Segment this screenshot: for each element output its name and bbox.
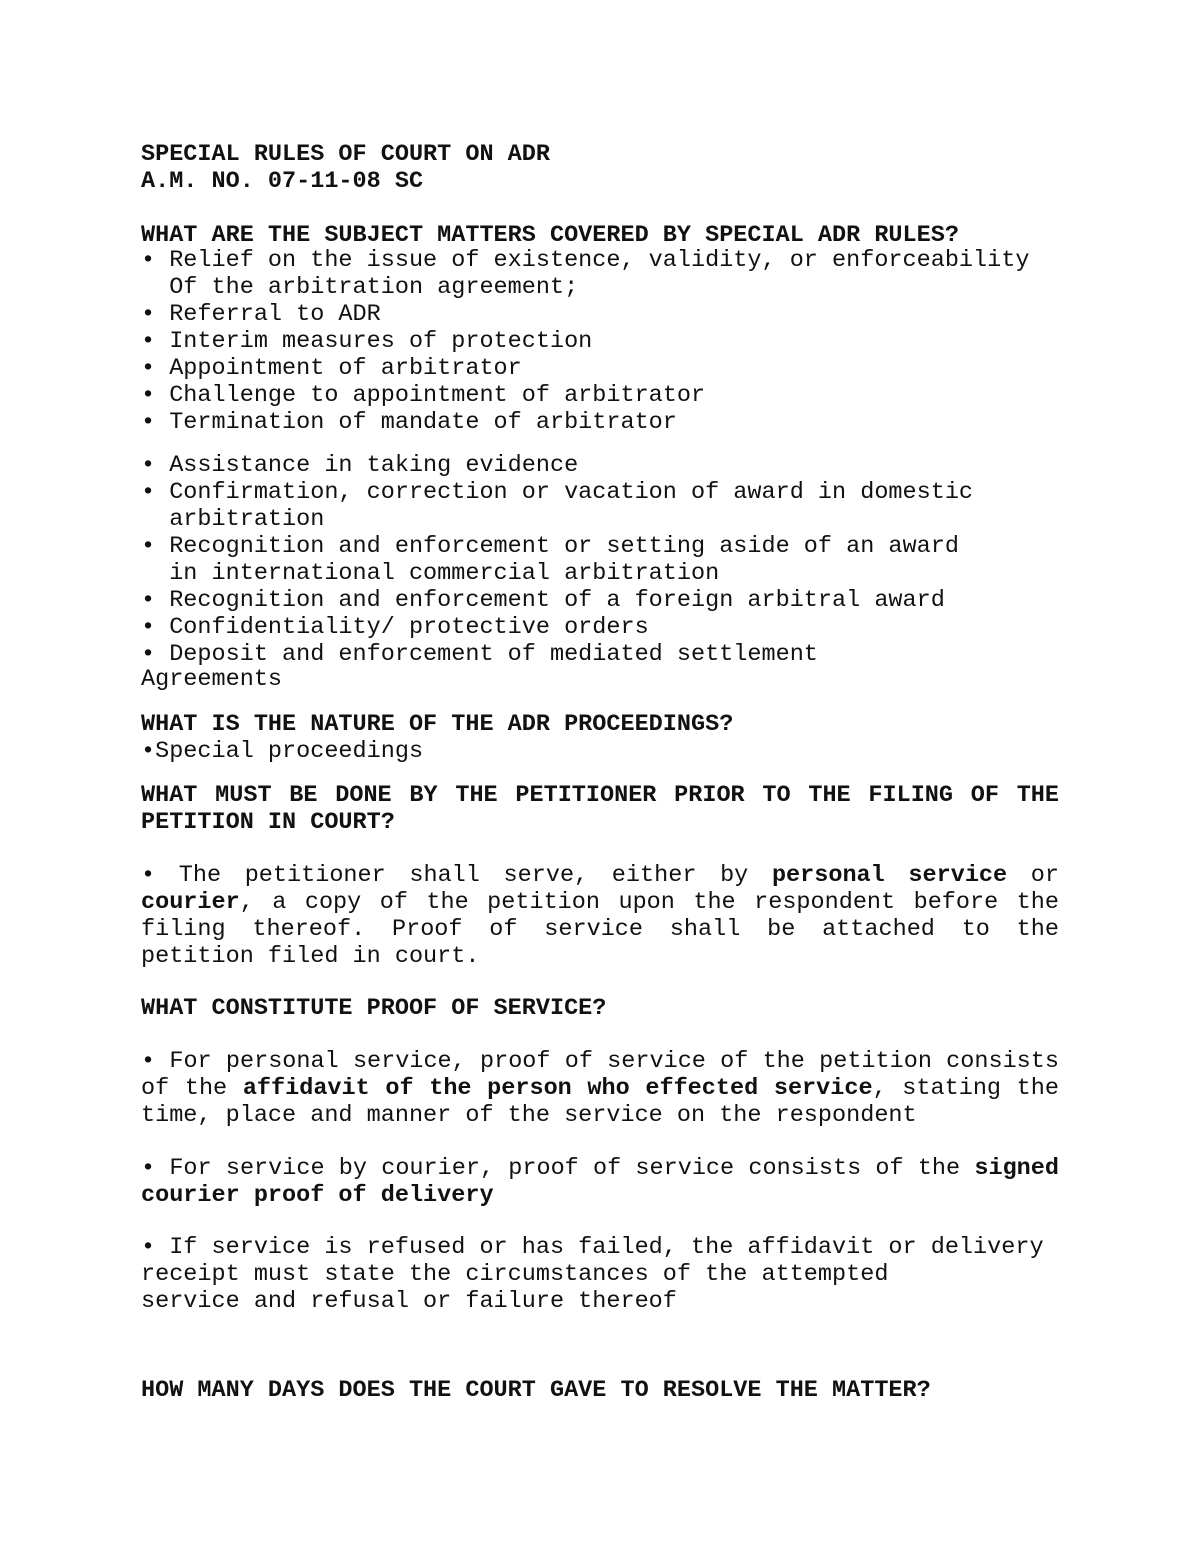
list-item: • Recognition and enforcement or setting aside of an award <box>141 533 959 560</box>
emphasis-courier: courier <box>141 889 240 916</box>
answer-refused-paragraph-line: receipt must state the circumstances of the attempted <box>141 1261 889 1288</box>
list-item-continuation: arbitration <box>141 506 325 533</box>
paragraph-line <box>141 1155 1059 1182</box>
emphasis-personal-service: personal service <box>771 862 1008 889</box>
paragraph-line <box>141 889 1059 916</box>
list-item: • Appointment of arbitrator <box>141 355 522 382</box>
list-item: • Confidentiality/ protective orders <box>141 614 649 641</box>
text-span: • The petitioner shall serve, either by <box>141 862 749 889</box>
document-reference-number: A.M. NO. 07-11-08 SC <box>141 168 424 195</box>
answer-petitioner-paragraph <box>141 862 1059 970</box>
question-proof-of-service-heading: WHAT CONSTITUTE PROOF OF SERVICE? <box>141 995 607 1022</box>
paragraph-line: petition filed in court. <box>141 943 480 970</box>
emphasis-signed: signed <box>974 1155 1059 1182</box>
heading-line: PETITION IN COURT? <box>141 809 395 836</box>
list-item-continuation: in international commercial arbitration <box>141 560 720 587</box>
answer-refused-paragraph-line: • If service is refused or has failed, the affidavit or delivery <box>141 1234 1044 1261</box>
list-item: • Relief on the issue of existence, validity, or enforceability <box>141 247 1030 274</box>
text-span: or <box>1030 862 1059 889</box>
text-span: of the <box>141 1075 228 1102</box>
answer-personal-service-paragraph <box>141 1048 1059 1129</box>
question-subject-matters-heading: WHAT ARE THE SUBJECT MATTERS COVERED BY SPECIAL ADR RULES? <box>141 222 959 249</box>
list-item: • Deposit and enforcement of mediated settlement <box>141 641 818 668</box>
emphasis-affidavit: affidavit of the person who effected service <box>242 1075 873 1102</box>
list-item: • Recognition and enforcement of a foreign arbitral award <box>141 587 945 614</box>
text-span: • For service by courier, proof of service consists of the <box>141 1155 961 1182</box>
list-item: • Assistance in taking evidence <box>141 452 579 479</box>
document-title: SPECIAL RULES OF COURT ON ADR <box>141 141 550 168</box>
question-petitioner-heading <box>141 782 1059 836</box>
question-days-heading: HOW MANY DAYS DOES THE COURT GAVE TO RESOLVE THE MATTER? <box>141 1377 931 1404</box>
list-item: • Interim measures of protection <box>141 328 593 355</box>
answer-refused-paragraph-line: service and refusal or failure thereof <box>141 1288 677 1315</box>
paragraph-line: filing thereof. Proof of service shall be attached to the <box>141 916 1059 943</box>
text-span: , a copy of the petition upon the respondent before the <box>239 889 1059 916</box>
paragraph-line: courier proof of delivery <box>141 1182 494 1209</box>
answer-nature: •Special proceedings <box>141 738 424 765</box>
list-item-continuation: Agreements <box>141 666 283 693</box>
question-nature-heading: WHAT IS THE NATURE OF THE ADR PROCEEDINGS? <box>141 711 734 738</box>
list-item: • Termination of mandate of arbitrator <box>141 409 677 436</box>
list-item-continuation: Of the arbitration agreement; <box>141 274 579 301</box>
text-span: , stating the <box>872 1075 1059 1102</box>
list-item: • Confirmation, correction or vacation of award in domestic <box>141 479 974 506</box>
heading-line: WHAT MUST BE DONE BY THE PETITIONER PRIOR TO THE FILING OF THE <box>141 782 1059 809</box>
paragraph-line <box>141 862 1059 889</box>
list-item: • Challenge to appointment of arbitrator <box>141 382 706 409</box>
answer-courier-paragraph <box>141 1155 1059 1209</box>
paragraph-line: • For personal service, proof of service of the petition consists <box>141 1048 1059 1075</box>
list-item: • Referral to ADR <box>141 301 381 328</box>
paragraph-line <box>141 1075 1059 1102</box>
paragraph-line: time, place and manner of the service on the respondent <box>141 1102 917 1129</box>
